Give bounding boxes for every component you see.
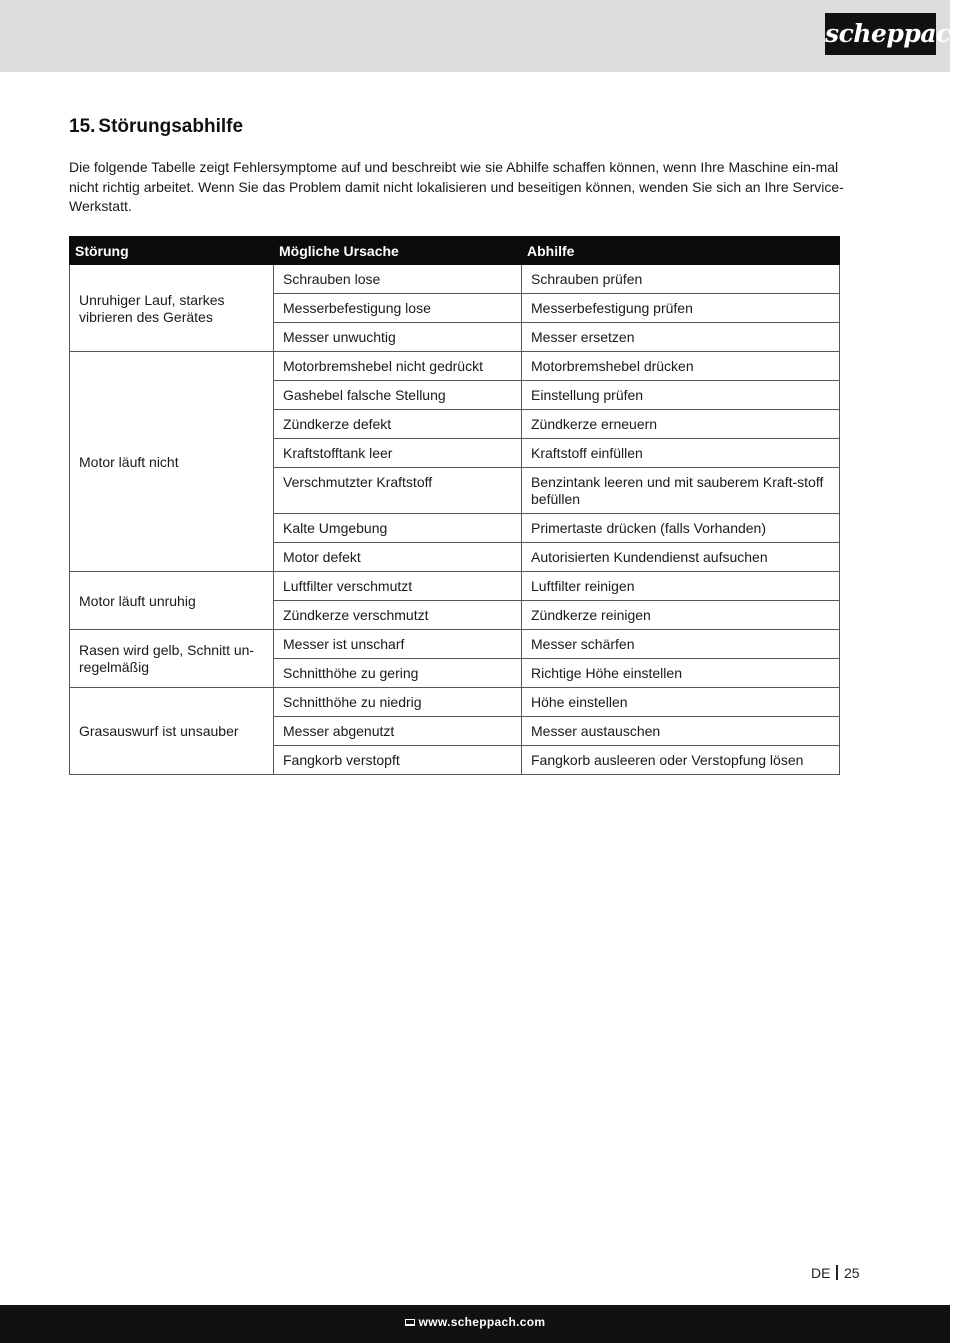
laptop-icon	[405, 1319, 415, 1326]
brand-logo: scheppach	[825, 13, 936, 55]
page-separator	[836, 1265, 838, 1280]
table-header-row	[70, 237, 840, 265]
remedy-cell: Messer ersetzen	[522, 323, 840, 352]
remedy-cell: Zündkerze erneuern	[522, 410, 840, 439]
remedy-cell: Einstellung prüfen	[522, 381, 840, 410]
section-title-text: Störungsabhilfe	[98, 116, 244, 137]
remedy-cell: Messer austauschen	[522, 717, 840, 746]
cause-cell: Messer ist unscharf	[274, 630, 522, 659]
remedy-cell: Benzintank leeren und mit sauberem Kraft-stoff befüllen	[522, 468, 840, 514]
header-band	[0, 0, 950, 72]
cause-cell: Zündkerze defekt	[274, 410, 522, 439]
cause-cell: Luftfilter verschmutzt	[274, 572, 522, 601]
remedy-cell: Primertaste drücken (falls Vorhanden)	[522, 514, 840, 543]
problem-cell: Rasen wird gelb, Schnitt un-regelmäßig	[70, 630, 274, 688]
table-row	[70, 352, 840, 381]
footer	[0, 1315, 950, 1329]
remedy-cell: Luftfilter reinigen	[522, 572, 840, 601]
cause-cell: Fangkorb verstopft	[274, 746, 522, 775]
remedy-cell: Autorisierten Kundendienst aufsuchen	[522, 543, 840, 572]
cause-cell: Schnitthöhe zu gering	[274, 659, 522, 688]
page-number	[811, 1265, 860, 1281]
problem-cell: Unruhiger Lauf, starkes vibrieren des Gerätes	[70, 265, 274, 352]
remedy-cell: Zündkerze reinigen	[522, 601, 840, 630]
cause-cell: Motor defekt	[274, 543, 522, 572]
remedy-cell: Messerbefestigung prüfen	[522, 294, 840, 323]
section-number: 15.	[69, 116, 96, 137]
cause-cell: Zündkerze verschmutzt	[274, 601, 522, 630]
cause-cell: Messer unwuchtig	[274, 323, 522, 352]
header-cause: Mögliche Ursache	[274, 237, 522, 265]
problem-cell: Motor läuft nicht	[70, 352, 274, 572]
remedy-cell: Messer schärfen	[522, 630, 840, 659]
remedy-cell: Richtige Höhe einstellen	[522, 659, 840, 688]
website-link[interactable]: www.scheppach.com	[418, 1315, 546, 1329]
cause-cell: Messer abgenutzt	[274, 717, 522, 746]
cause-cell: Messerbefestigung lose	[274, 294, 522, 323]
cause-cell: Gashebel falsche Stellung	[274, 381, 522, 410]
cause-cell: Motorbremshebel nicht gedrückt	[274, 352, 522, 381]
header-remedy: Abhilfe	[522, 237, 840, 265]
page-number-value: 25	[843, 1265, 860, 1281]
section-title	[69, 116, 243, 138]
troubleshooting-table	[69, 236, 840, 775]
table-row	[70, 265, 840, 294]
cause-cell: Schnitthöhe zu niedrig	[274, 688, 522, 717]
remedy-cell: Motorbremshebel drücken	[522, 352, 840, 381]
page-language: DE	[811, 1265, 831, 1281]
table-row	[70, 688, 840, 717]
table-row	[70, 630, 840, 659]
cause-cell: Schrauben lose	[274, 265, 522, 294]
problem-cell: Motor läuft unruhig	[70, 572, 274, 630]
cause-cell: Kalte Umgebung	[274, 514, 522, 543]
remedy-cell: Höhe einstellen	[522, 688, 840, 717]
table-row	[70, 572, 840, 601]
header-problem: Störung	[70, 237, 274, 265]
cause-cell: Verschmutzter Kraftstoff	[274, 468, 522, 514]
cause-cell: Kraftstofftank leer	[274, 439, 522, 468]
remedy-cell: Fangkorb ausleeren oder Verstopfung lösen	[522, 746, 840, 775]
intro-paragraph: Die folgende Tabelle zeigt Fehlersymptome auf und beschreibt wie sie Abhilfe schaffen können, wenn Ihre Maschine ein-mal nicht richtig arbeitet. Wenn Sie das Problem damit nicht lokalisieren und beseitigen können, wenden Sie sich an Ihre Service-Werkstatt.	[69, 159, 844, 214]
problem-cell: Grasauswurf ist unsauber	[70, 688, 274, 775]
remedy-cell: Kraftstoff einfüllen	[522, 439, 840, 468]
remedy-cell: Schrauben prüfen	[522, 265, 840, 294]
